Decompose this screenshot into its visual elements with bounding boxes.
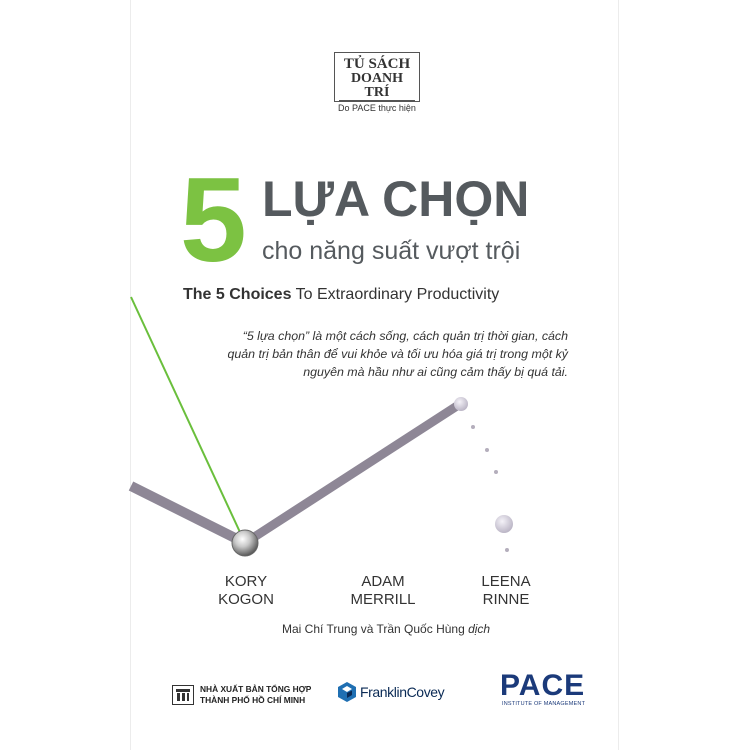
author-2-first: ADAM xyxy=(361,573,405,590)
dot-3 xyxy=(485,448,489,452)
center-knob xyxy=(232,530,258,556)
dot-5 xyxy=(495,515,513,533)
publisher-icon xyxy=(172,685,194,705)
translator-role: dịch xyxy=(468,622,491,636)
translator-names: Mai Chí Trung và Trần Quốc Hùng xyxy=(282,622,469,636)
franklincovey-text: FranklinCovey xyxy=(360,684,445,700)
english-title-rest: To Extraordinary Productivity xyxy=(291,286,500,303)
dot-2 xyxy=(471,425,475,429)
dot-1 xyxy=(454,397,468,411)
author-3-first: LEENA xyxy=(481,573,531,590)
title-number: 5 xyxy=(180,153,247,287)
franklincovey-icon xyxy=(338,682,356,702)
series-line-3: Do PACE thực hiện xyxy=(338,103,416,113)
pace-subtitle: INSTITUTE OF MANAGEMENT xyxy=(502,701,586,707)
blurb-text: “5 lựa chọn” là một cách sống, cách quản trị thời gian, cách quản trị bản thân để vui khỏe và tối ưu hóa giá trị trong một kỷ nguyên mà hầu như ai cũng cảm thấy bị quá tải. xyxy=(227,329,568,379)
series-line-1: TỦ SÁCH xyxy=(343,56,411,72)
pace-logo xyxy=(500,669,586,710)
pace-name: PACE xyxy=(500,669,586,702)
author-1 xyxy=(186,573,306,609)
series-line-2: DOANH TRÍ xyxy=(339,72,415,101)
author-2 xyxy=(323,573,443,609)
publisher-name xyxy=(200,684,311,706)
author-1-last: KOGON xyxy=(218,591,274,608)
publisher-line-1: NHÀ XUẤT BẢN TỔNG HỢP xyxy=(200,684,312,694)
left-hand xyxy=(131,486,245,543)
right-hand xyxy=(245,404,460,543)
author-2-last: MERRILL xyxy=(350,591,416,608)
publisher-line-2: THÀNH PHỐ HỒ CHÍ MINH xyxy=(200,695,306,705)
translator-credit xyxy=(282,622,490,636)
dot-6 xyxy=(505,548,509,552)
english-title-bold: The 5 Choices xyxy=(183,286,292,303)
book-title: LỰA CHỌN xyxy=(262,171,530,227)
series-logo xyxy=(334,52,420,113)
book-subtitle: cho năng suất vượt trội xyxy=(262,237,521,265)
franklincovey-logo xyxy=(338,680,448,704)
author-1-first: KORY xyxy=(224,573,268,590)
author-3 xyxy=(446,573,566,609)
author-3-last: RINNE xyxy=(482,591,530,608)
publisher-logo xyxy=(172,683,312,707)
english-title xyxy=(183,284,499,306)
dot-4 xyxy=(494,470,498,474)
